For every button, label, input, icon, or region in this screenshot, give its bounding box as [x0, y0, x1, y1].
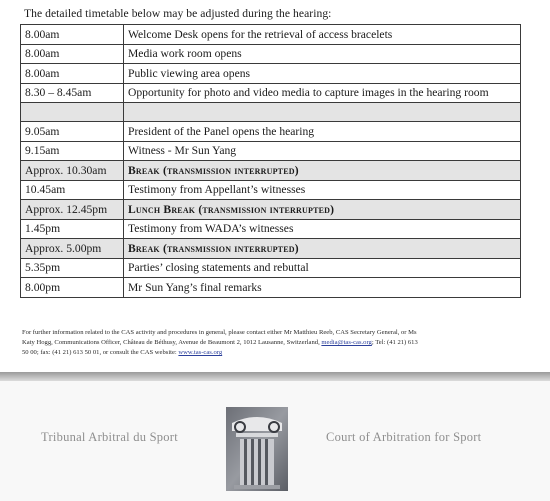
- website-link[interactable]: www.tas-cas.org: [178, 349, 223, 356]
- event-cell: Testimony from WADA’s witnesses: [124, 219, 521, 239]
- event-cell: Mr Sun Yang’s final remarks: [124, 278, 521, 298]
- table-row-break: [21, 200, 521, 220]
- time-cell: Approx. 10.30am: [21, 161, 124, 181]
- cas-column-logo: [226, 407, 288, 491]
- event-cell: Break (transmission interrupted): [124, 161, 521, 181]
- table-row-separator: [21, 103, 521, 122]
- event-cell: [124, 103, 521, 122]
- table-row: [21, 278, 521, 298]
- time-cell: [21, 103, 124, 122]
- table-row: [21, 219, 521, 239]
- time-cell: 8.00pm: [21, 278, 124, 298]
- org-name-english: Court of Arbitration for Sport: [326, 430, 482, 444]
- footnote-text: ; Tel: (41 21) 613: [371, 339, 418, 346]
- timetable: [20, 24, 521, 298]
- table-row: [21, 25, 521, 45]
- event-cell: Parties’ closing statements and rebuttal: [124, 258, 521, 278]
- event-cell: Media work room opens: [124, 44, 521, 64]
- time-cell: 8.00am: [21, 64, 124, 84]
- event-cell: Break (transmission interrupted): [124, 239, 521, 259]
- event-cell: Witness - Mr Sun Yang: [124, 141, 521, 161]
- time-cell: 8.00am: [21, 44, 124, 64]
- time-cell: 9.05am: [21, 122, 124, 142]
- footnote-line: [22, 338, 540, 348]
- footnote-text: Katy Hogg, Communications Officer, Château de Béthusy, Avenue de Beaumont 2, 1012 Lausanne, Switzerland,: [22, 339, 322, 346]
- time-cell: 8.30 – 8.45am: [21, 83, 124, 103]
- time-cell: 10.45am: [21, 180, 124, 200]
- event-cell: Welcome Desk opens for the retrieval of access bracelets: [124, 25, 521, 45]
- contact-footnote: [22, 328, 540, 358]
- org-name-french: Tribunal Arbitral du Sport: [41, 430, 178, 444]
- event-cell: Testimony from Appellant’s witnesses: [124, 180, 521, 200]
- table-row: [21, 64, 521, 84]
- letterhead: [0, 381, 550, 501]
- table-row: [21, 83, 521, 103]
- time-cell: 8.00am: [21, 25, 124, 45]
- table-row: [21, 258, 521, 278]
- event-cell: Opportunity for photo and video media to capture images in the hearing room: [124, 83, 521, 103]
- event-cell: Lunch Break (transmission interrupted): [124, 200, 521, 220]
- time-cell: Approx. 5.00pm: [21, 239, 124, 259]
- footnote-line: For further information related to the CAS activity and procedures in general, please contact either Mr Matthieu Reeb, CAS Secretary General, or Ms: [22, 329, 417, 336]
- time-cell: 9.15am: [21, 141, 124, 161]
- table-row: [21, 141, 521, 161]
- time-cell: 1.45pm: [21, 219, 124, 239]
- table-row: [21, 44, 521, 64]
- footnote-text: 50 00; fax: (41 21) 613 50 01, or consult the CAS website:: [22, 349, 179, 356]
- footnote-line: [22, 348, 540, 358]
- table-row: [21, 122, 521, 142]
- page-separator: [0, 372, 550, 381]
- event-cell: Public viewing area opens: [124, 64, 521, 84]
- table-row: [21, 180, 521, 200]
- email-link[interactable]: media@tas-cas.org: [321, 339, 372, 346]
- table-row-break: [21, 239, 521, 259]
- time-cell: Approx. 12.45pm: [21, 200, 124, 220]
- table-row-break: [21, 161, 521, 181]
- time-cell: 5.35pm: [21, 258, 124, 278]
- intro-text: The detailed timetable below may be adjusted during the hearing:: [24, 7, 332, 20]
- event-cell: President of the Panel opens the hearing: [124, 122, 521, 142]
